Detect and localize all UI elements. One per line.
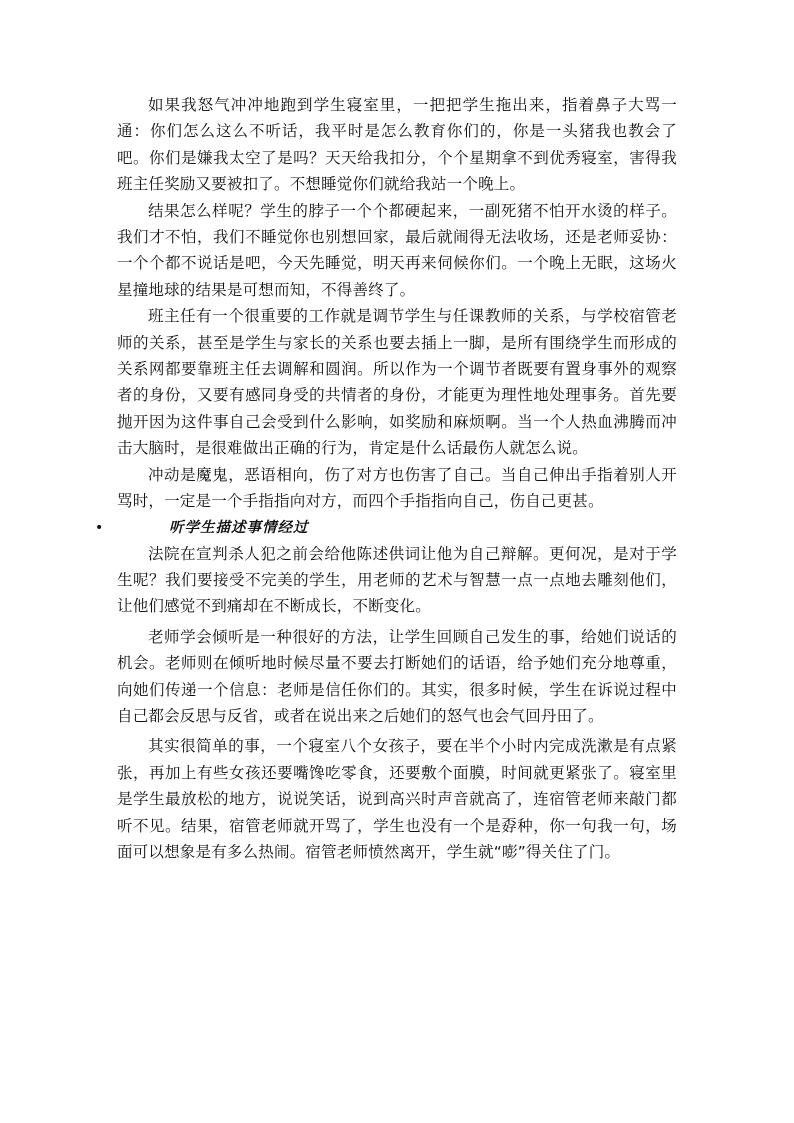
section-heading: 听学生描述事情经过 <box>169 519 309 536</box>
paragraph-angry-scolding: 如果我怒气冲冲地跑到学生寝室里，一把把学生拖出来，指着鼻子大骂一通：你们怎么这么不听话，我平时是怎么教育你们的，你是一头猪我也教会了吧。你们是嫌我太空了是吗？天天给我扣分，个个星期拿不到优秀寝室，害得我班主任奖励又要被扣了。不想睡觉你们就给我站一个晚上。 <box>117 96 677 194</box>
section-heading-row <box>95 515 677 541</box>
paragraph-court-analogy: 法院在宣判杀人犯之前会给他陈述供词让他为自己辩解。更何况，是对于学生呢？我们要接受不完美的学生，用老师的艺术与智慧一点一点地去雕刻他们，让他们感觉不到痛却在不断成长，不断变化。 <box>117 544 677 616</box>
paragraph-listening: 老师学会倾听是一种很好的方法，让学生回顾自己发生的事，给她们说话的机会。老师则在倾听地时候尽量不要去打断她们的话语，给予她们充分地尊重，向她们传递一个信息：老师是信任你们的。其实，很多时候，学生在诉说过程中自己都会反思与反省，或者在说出来之后她们的怒气也会气回丹田了。 <box>117 627 677 725</box>
paragraph-dorm-story: 其实很简单的事，一个寝室八个女孩子，要在半个小时内完成洗漱是有点紧张，再加上有些女孩还要嘴馋吃零食，还要敷个面膜，时间就更紧张了。寝室里是学生最放松的地方，说说笑话，说到高兴时声音就高了，连宿管老师来敲门都听不见。结果，宿管老师就开骂了，学生也没有一个是孬种，你一句我一句，场面可以想象是有多么热闹。宿管老师愤然离开，学生就“嘭”得关住了门。 <box>117 737 677 861</box>
document-body <box>95 92 677 865</box>
paragraph-impulse: 冲动是魔鬼，恶语相向，伤了对方也伤害了自己。当自己伸出手指着别人开骂时，一定是一个手指指向对方，而四个手指指向自己，伤自己更甚。 <box>117 465 677 511</box>
paragraph-teacher-role: 班主任有一个很重要的工作就是调节学生与任课教师的关系，与学校宿管老师的关系，甚至是学生与家长的关系也要去插上一脚，是所有围绕学生而形成的关系网都要靠班主任去调解和圆润。所以作为一个调节者既要有置身事外的观察者的身份，又要有感同身受的共情者的身份，才能更为理性地处理事务。首先要抛开因为这件事自己会受到什么影响，如奖励和麻烦啊。当一个人热血沸腾而冲击大脑时，是很难做出正确的行为，肯定是什么话最伤人就怎么说。 <box>117 307 677 458</box>
paragraph-result: 结果怎么样呢？学生的脖子一个个都硬起来，一副死猪不怕开水烫的样子。我们才不怕，我们不睡觉你也别想回家，最后就闹得无法收场，还是老师妥协：一个个都不说话是吧，今天先睡觉，明天再来伺候你们。一个晚上无眠，这场火星撞地球的结果是可想而知，不得善终了。 <box>117 201 677 299</box>
bullet-icon: • <box>95 519 104 536</box>
